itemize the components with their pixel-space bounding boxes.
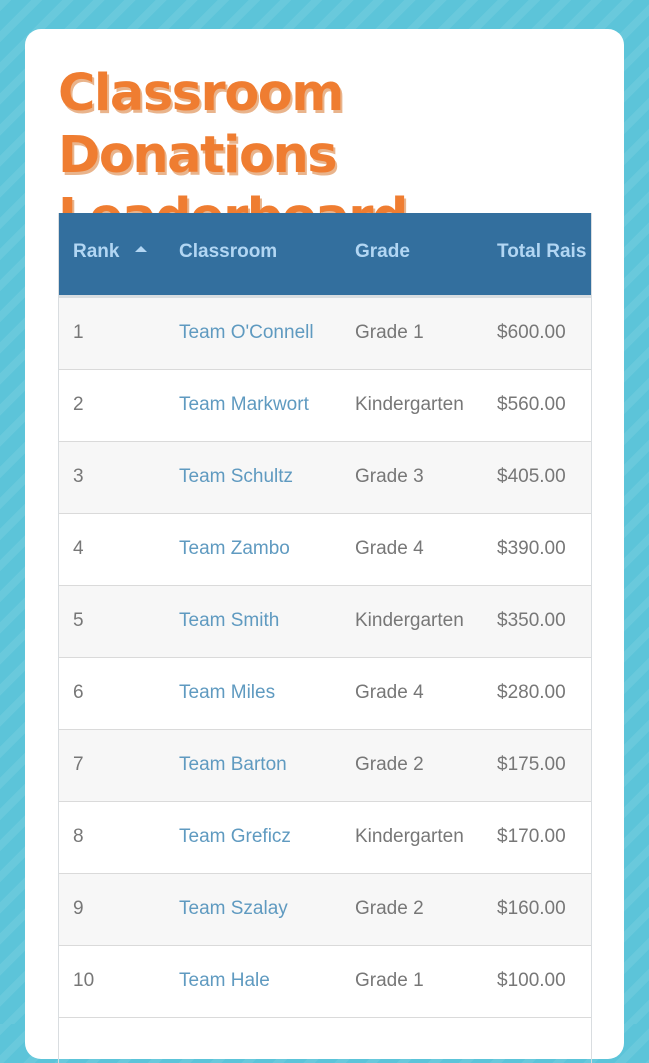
total-raised-cell: $160.00	[497, 898, 566, 919]
table-row	[59, 802, 591, 874]
rank-cell: 2	[73, 394, 84, 415]
classroom-link[interactable]: Team O'Connell	[179, 322, 314, 343]
table-row	[59, 442, 591, 514]
classroom-link[interactable]: Team Barton	[179, 754, 287, 775]
classroom-link[interactable]: Team Miles	[179, 682, 276, 703]
total-raised-cell: $390.00	[497, 538, 566, 559]
page-title: Classroom Donations	[58, 64, 343, 185]
grade-cell: Kindergarten	[355, 610, 464, 631]
leaderboard-card	[25, 29, 624, 1059]
grade-cell: Grade 2	[355, 898, 424, 919]
table-body	[59, 298, 591, 1018]
grade-cell: Grade 1	[355, 970, 424, 991]
column-header-total-raised[interactable]: Total Rais	[497, 241, 587, 262]
grade-cell: Grade 2	[355, 754, 424, 775]
table-row	[59, 514, 591, 586]
rank-cell: 3	[73, 466, 84, 487]
table-header	[59, 213, 591, 298]
table-row	[59, 298, 591, 370]
classroom-link[interactable]: Team Szalay	[179, 898, 288, 919]
column-header-classroom[interactable]: Classroom	[179, 241, 278, 262]
classroom-link[interactable]: Team Zambo	[179, 538, 290, 559]
grade-cell: Grade 4	[355, 682, 424, 703]
grade-cell: Grade 4	[355, 538, 424, 559]
rank-cell: 8	[73, 826, 84, 847]
table-row	[59, 370, 591, 442]
total-raised-cell: $405.00	[497, 466, 566, 487]
rank-cell: 5	[73, 610, 84, 631]
sort-ascending-icon[interactable]	[135, 246, 147, 252]
table-row	[59, 946, 591, 1018]
grade-cell: Grade 3	[355, 466, 424, 487]
classroom-link[interactable]: Team Hale	[179, 970, 270, 991]
rank-cell: 6	[73, 682, 84, 703]
rank-cell: 10	[73, 970, 95, 991]
rank-cell: 4	[73, 538, 84, 559]
classroom-link[interactable]: Team Schultz	[179, 466, 294, 487]
table-row	[59, 658, 591, 730]
classroom-link[interactable]: Team Markwort	[179, 394, 309, 415]
column-header-grade[interactable]: Grade	[355, 241, 410, 262]
total-raised-cell: $280.00	[497, 682, 566, 703]
total-raised-cell: $175.00	[497, 754, 566, 775]
grade-cell: Kindergarten	[355, 394, 464, 415]
column-header-rank[interactable]: Rank	[73, 241, 120, 262]
rank-cell: 1	[73, 322, 84, 343]
grade-cell: Kindergarten	[355, 826, 464, 847]
leaderboard-table	[58, 213, 592, 1063]
classroom-link[interactable]: Team Greficz	[179, 826, 291, 847]
total-raised-cell: $560.00	[497, 394, 566, 415]
grade-cell: Grade 1	[355, 322, 424, 343]
classroom-link[interactable]: Team Smith	[179, 610, 280, 631]
table-row	[59, 874, 591, 946]
total-raised-cell: $100.00	[497, 970, 566, 991]
table-row	[59, 586, 591, 658]
total-raised-cell: $350.00	[497, 610, 566, 631]
rank-cell: 7	[73, 754, 84, 775]
table-row	[59, 730, 591, 802]
total-raised-cell: $600.00	[497, 322, 566, 343]
total-raised-cell: $170.00	[497, 826, 566, 847]
rank-cell: 9	[73, 898, 84, 919]
